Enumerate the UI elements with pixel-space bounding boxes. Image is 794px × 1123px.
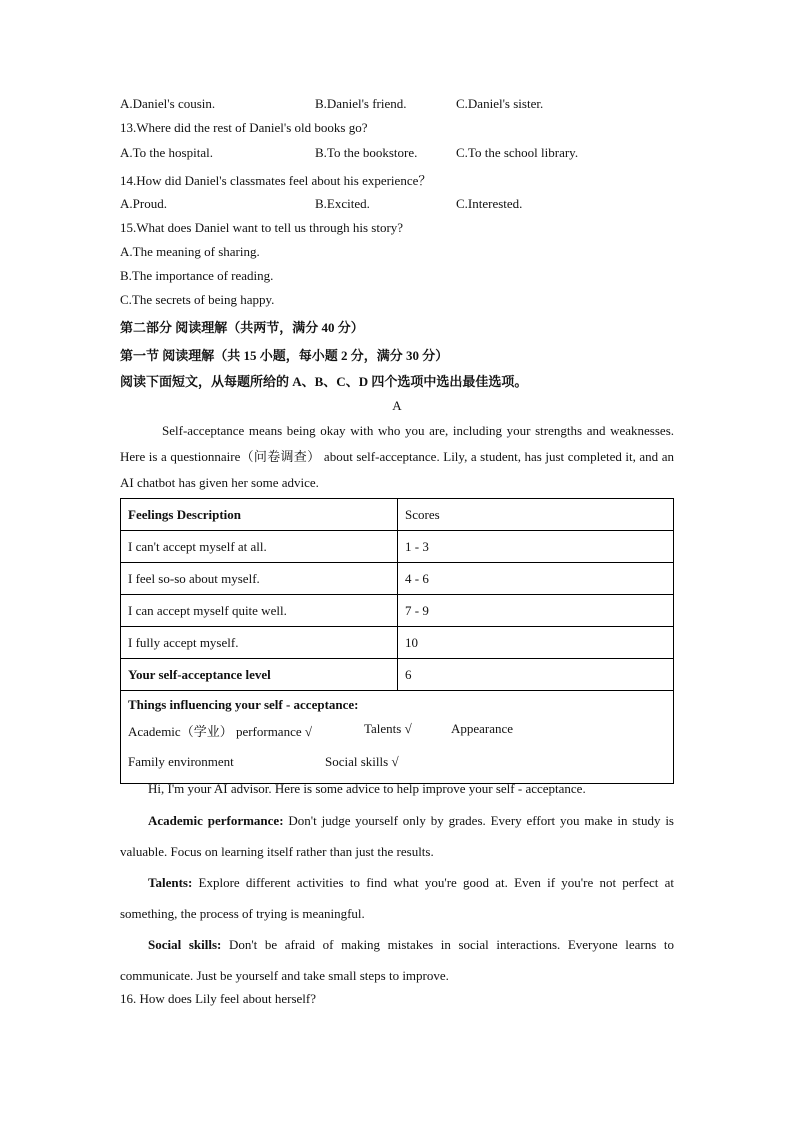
row-score: 10 — [398, 627, 674, 659]
questionnaire-table — [120, 498, 674, 784]
q12-option-c: C.Daniel's sister. — [456, 96, 544, 111]
q12-option-a: A.Daniel's cousin. — [120, 96, 216, 111]
q16-question: 16. How does Lily feel about herself? — [120, 991, 317, 1006]
part2-heading: 第二部分 阅读理解（共两节，满分 40 分） — [120, 320, 364, 335]
q14-question: 14.How did Daniel's classmates feel about his experience？ — [120, 173, 432, 188]
q14-option-b: B.Excited. — [315, 196, 370, 211]
passage-letter: A — [392, 398, 402, 413]
row-desc: I fully accept myself. — [121, 627, 398, 659]
advice-label: Talents: — [148, 875, 193, 890]
q15-option-c: C.The secrets of being happy. — [120, 292, 275, 307]
q14-option-a: A.Proud. — [120, 196, 167, 211]
advice-label: Academic performance: — [148, 813, 284, 828]
row-score: 7 - 9 — [398, 595, 674, 627]
advice-academic — [120, 805, 674, 867]
advice-text: Don't be afraid of making mistakes in social interactions. Everyone learns to communicate. Just be yourself and take small steps to improve. — [120, 937, 674, 983]
table-row — [121, 595, 674, 627]
influencing-cell — [121, 691, 674, 784]
header-scores: Scores — [398, 499, 674, 531]
row-score: 4 - 6 — [398, 563, 674, 595]
section1-heading: 第一节 阅读理解（共 15 小题，每小题 2 分，满分 30 分） — [120, 348, 449, 363]
influence-family: Family environment — [128, 754, 234, 769]
q13-option-b: B.To the bookstore. — [315, 145, 418, 160]
header-feelings: Feelings Description — [121, 499, 398, 531]
influencing-title: Things influencing your self - acceptance: — [128, 697, 359, 712]
q13-question: 13.Where did the rest of Daniel's old books go? — [120, 120, 368, 135]
advice-text: Don't judge yourself only by grades. Every effort you make in study is valuable. Focus on learning itself rather than just the results. — [120, 813, 674, 859]
influencing-row — [121, 691, 674, 784]
advice-talents — [120, 867, 674, 929]
level-row — [121, 659, 674, 691]
q14-option-c: C.Interested. — [456, 196, 523, 211]
table-row — [121, 563, 674, 595]
advice-text: Explore different activities to find what you're good at. Even if you're not perfect at something, the process of trying is meaningful. — [120, 875, 674, 921]
advice-social — [120, 929, 674, 991]
q13-option-a: A.To the hospital. — [120, 145, 213, 160]
influence-academic: Academic（学业） performance √ — [128, 724, 313, 739]
q15-option-a: A.The meaning of sharing. — [120, 244, 260, 259]
q15-question: 15.What does Daniel want to tell us through his story? — [120, 220, 404, 235]
passage-intro: Self-acceptance means being okay with who you are, including your strengths and weaknesses. Here is a questionnaire（问卷调查） about self-acceptance. Lily, a student, has just completed it, and an AI chatbot has given her some advice. — [120, 423, 674, 490]
influence-talents: Talents √ — [364, 721, 412, 736]
q12-option-b: B.Daniel's friend. — [315, 96, 407, 111]
table-header-row — [121, 499, 674, 531]
q13-option-c: C.To the school library. — [456, 145, 579, 160]
influence-appearance: Appearance — [451, 721, 514, 736]
level-value: 6 — [398, 659, 674, 691]
advice-label: Social skills: — [148, 937, 222, 952]
q15-option-b: B.The importance of reading. — [120, 268, 274, 283]
influence-social: Social skills √ — [325, 754, 399, 769]
row-desc: I can accept myself quite well. — [121, 595, 398, 627]
instruction: 阅读下面短文，从每题所给的 A、B、C、D 四个选项中选出最佳选项。 — [120, 374, 528, 389]
row-desc: I can't accept myself at all. — [121, 531, 398, 563]
level-label: Your self-acceptance level — [121, 659, 398, 691]
row-desc: I feel so-so about myself. — [121, 563, 398, 595]
row-score: 1 - 3 — [398, 531, 674, 563]
table-row — [121, 627, 674, 659]
advisor-greeting: Hi, I'm your AI advisor. Here is some advice to help improve your self - acceptance. — [148, 781, 586, 796]
table-row — [121, 531, 674, 563]
